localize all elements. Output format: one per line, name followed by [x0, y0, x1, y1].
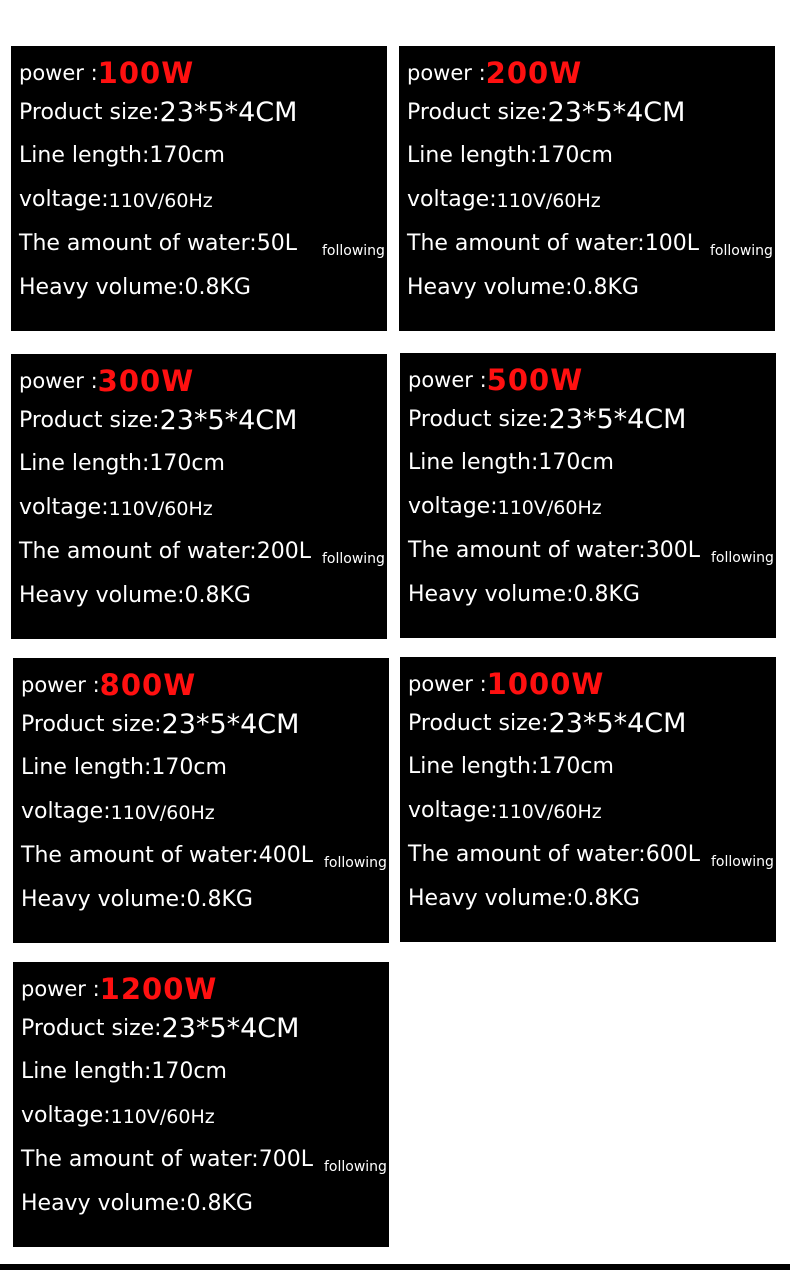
weight-label: Heavy volume: [19, 583, 185, 608]
weight-value: 0.8KG [184, 583, 251, 608]
water-row [21, 843, 387, 871]
water-note: following [711, 550, 774, 566]
weight-value: 0.8KG [184, 275, 251, 300]
spec-card-1200w [13, 962, 389, 1247]
water-value: 600L [645, 842, 700, 867]
product-size-label: Product size: [19, 408, 160, 433]
line-length-row [21, 1061, 227, 1083]
spec-card-800w [13, 658, 389, 943]
power-value: 1200W [99, 972, 218, 1006]
water-row [21, 1147, 387, 1175]
power-value: 1000W [486, 667, 605, 701]
power-value: 200W [485, 56, 583, 90]
power-value: 800W [99, 668, 197, 702]
product-size-label: Product size: [408, 711, 549, 736]
line-length-row [19, 145, 225, 167]
voltage-row [408, 496, 602, 518]
water-value: 200L [256, 539, 311, 564]
voltage-label: voltage: [19, 187, 109, 212]
weight-value: 0.8KG [186, 1191, 253, 1216]
product-size-value: 23*5*4CM [548, 404, 687, 435]
spec-card-300w [11, 354, 387, 639]
water-label: The amount of water: [407, 231, 645, 256]
power-row [408, 363, 584, 397]
water-note: following [710, 243, 773, 259]
weight-value: 0.8KG [573, 886, 640, 911]
voltage-label: voltage: [19, 495, 109, 520]
power-value: 100W [97, 56, 195, 90]
water-row [19, 539, 385, 567]
weight-row [19, 585, 251, 607]
weight-row [407, 277, 639, 299]
product-size-value: 23*5*4CM [161, 709, 300, 740]
weight-label: Heavy volume: [19, 275, 185, 300]
water-row [407, 231, 773, 259]
spec-card-500w [400, 353, 776, 638]
line-length-label: Line length: [21, 1059, 152, 1084]
spec-card-1000w [400, 657, 776, 942]
power-row [21, 668, 197, 702]
product-size-label: Product size: [407, 100, 548, 125]
voltage-label: voltage: [21, 1103, 111, 1128]
water-value: 100L [644, 231, 699, 256]
water-value: 300L [645, 538, 700, 563]
power-label: power : [21, 673, 100, 697]
product-size-value: 23*5*4CM [159, 405, 298, 436]
line-length-label: Line length: [19, 143, 150, 168]
water-label: The amount of water: [21, 1147, 259, 1172]
water-row [19, 231, 385, 259]
line-length-label: Line length: [408, 450, 539, 475]
weight-label: Heavy volume: [408, 886, 574, 911]
power-label: power : [21, 977, 100, 1001]
water-note: following [711, 854, 774, 870]
weight-row [21, 889, 253, 911]
power-row [19, 364, 195, 398]
line-length-label: Line length: [19, 451, 150, 476]
line-length-row [19, 453, 225, 475]
product-size-row [407, 97, 686, 128]
water-label: The amount of water: [408, 538, 646, 563]
product-size-value: 23*5*4CM [159, 97, 298, 128]
product-size-row [19, 97, 298, 128]
product-size-label: Product size: [408, 407, 549, 432]
line-length-value: 170cm [537, 143, 613, 168]
line-length-value: 170cm [149, 143, 225, 168]
spec-card-200w [399, 46, 775, 331]
weight-value: 0.8KG [186, 887, 253, 912]
product-size-value: 23*5*4CM [548, 708, 687, 739]
line-length-row [408, 756, 614, 778]
voltage-row [21, 1105, 215, 1127]
water-note: following [324, 1159, 387, 1175]
product-size-row [408, 404, 687, 435]
voltage-value: 110V/60Hz [497, 801, 602, 823]
power-value: 300W [97, 364, 195, 398]
voltage-value: 110V/60Hz [110, 802, 215, 824]
spec-card-100w [11, 46, 387, 331]
power-label: power : [19, 369, 98, 393]
voltage-row [21, 801, 215, 823]
weight-row [408, 584, 640, 606]
water-value: 400L [258, 843, 313, 868]
product-size-row [408, 708, 687, 739]
product-size-value: 23*5*4CM [161, 1013, 300, 1044]
power-label: power : [408, 368, 487, 392]
water-note: following [322, 551, 385, 567]
line-length-value: 170cm [151, 1059, 227, 1084]
product-size-value: 23*5*4CM [547, 97, 686, 128]
product-size-label: Product size: [21, 1016, 162, 1041]
weight-label: Heavy volume: [21, 1191, 187, 1216]
voltage-value: 110V/60Hz [110, 1106, 215, 1128]
water-label: The amount of water: [408, 842, 646, 867]
voltage-label: voltage: [407, 187, 497, 212]
product-size-label: Product size: [19, 100, 160, 125]
power-row [19, 56, 195, 90]
power-row [408, 667, 605, 701]
water-note: following [324, 855, 387, 871]
weight-value: 0.8KG [573, 582, 640, 607]
weight-label: Heavy volume: [408, 582, 574, 607]
weight-row [21, 1193, 253, 1215]
voltage-row [19, 497, 213, 519]
line-length-label: Line length: [408, 754, 539, 779]
water-note: following [322, 243, 385, 259]
product-size-row [21, 1013, 300, 1044]
water-label: The amount of water: [21, 843, 259, 868]
line-length-row [407, 145, 613, 167]
water-label: The amount of water: [19, 539, 257, 564]
weight-label: Heavy volume: [407, 275, 573, 300]
line-length-value: 170cm [538, 754, 614, 779]
power-label: power : [408, 672, 487, 696]
power-value: 500W [486, 363, 584, 397]
line-length-label: Line length: [21, 755, 152, 780]
line-length-value: 170cm [538, 450, 614, 475]
voltage-row [19, 189, 213, 211]
voltage-label: voltage: [408, 798, 498, 823]
line-length-row [408, 452, 614, 474]
voltage-label: voltage: [408, 494, 498, 519]
power-label: power : [407, 61, 486, 85]
power-row [21, 972, 218, 1006]
product-size-row [19, 405, 298, 436]
weight-row [408, 888, 640, 910]
water-row [408, 538, 774, 566]
line-length-row [21, 757, 227, 779]
voltage-value: 110V/60Hz [496, 190, 601, 212]
line-length-value: 170cm [149, 451, 225, 476]
power-row [407, 56, 583, 90]
water-value: 700L [258, 1147, 313, 1172]
voltage-value: 110V/60Hz [108, 190, 213, 212]
product-size-row [21, 709, 300, 740]
weight-row [19, 277, 251, 299]
voltage-label: voltage: [21, 799, 111, 824]
line-length-value: 170cm [151, 755, 227, 780]
product-size-label: Product size: [21, 712, 162, 737]
voltage-value: 110V/60Hz [497, 497, 602, 519]
voltage-row [408, 800, 602, 822]
water-label: The amount of water: [19, 231, 257, 256]
bottom-divider [0, 1264, 790, 1270]
water-value: 50L [256, 231, 297, 256]
voltage-row [407, 189, 601, 211]
water-row [408, 842, 774, 870]
line-length-label: Line length: [407, 143, 538, 168]
weight-value: 0.8KG [572, 275, 639, 300]
weight-label: Heavy volume: [21, 887, 187, 912]
voltage-value: 110V/60Hz [108, 498, 213, 520]
power-label: power : [19, 61, 98, 85]
